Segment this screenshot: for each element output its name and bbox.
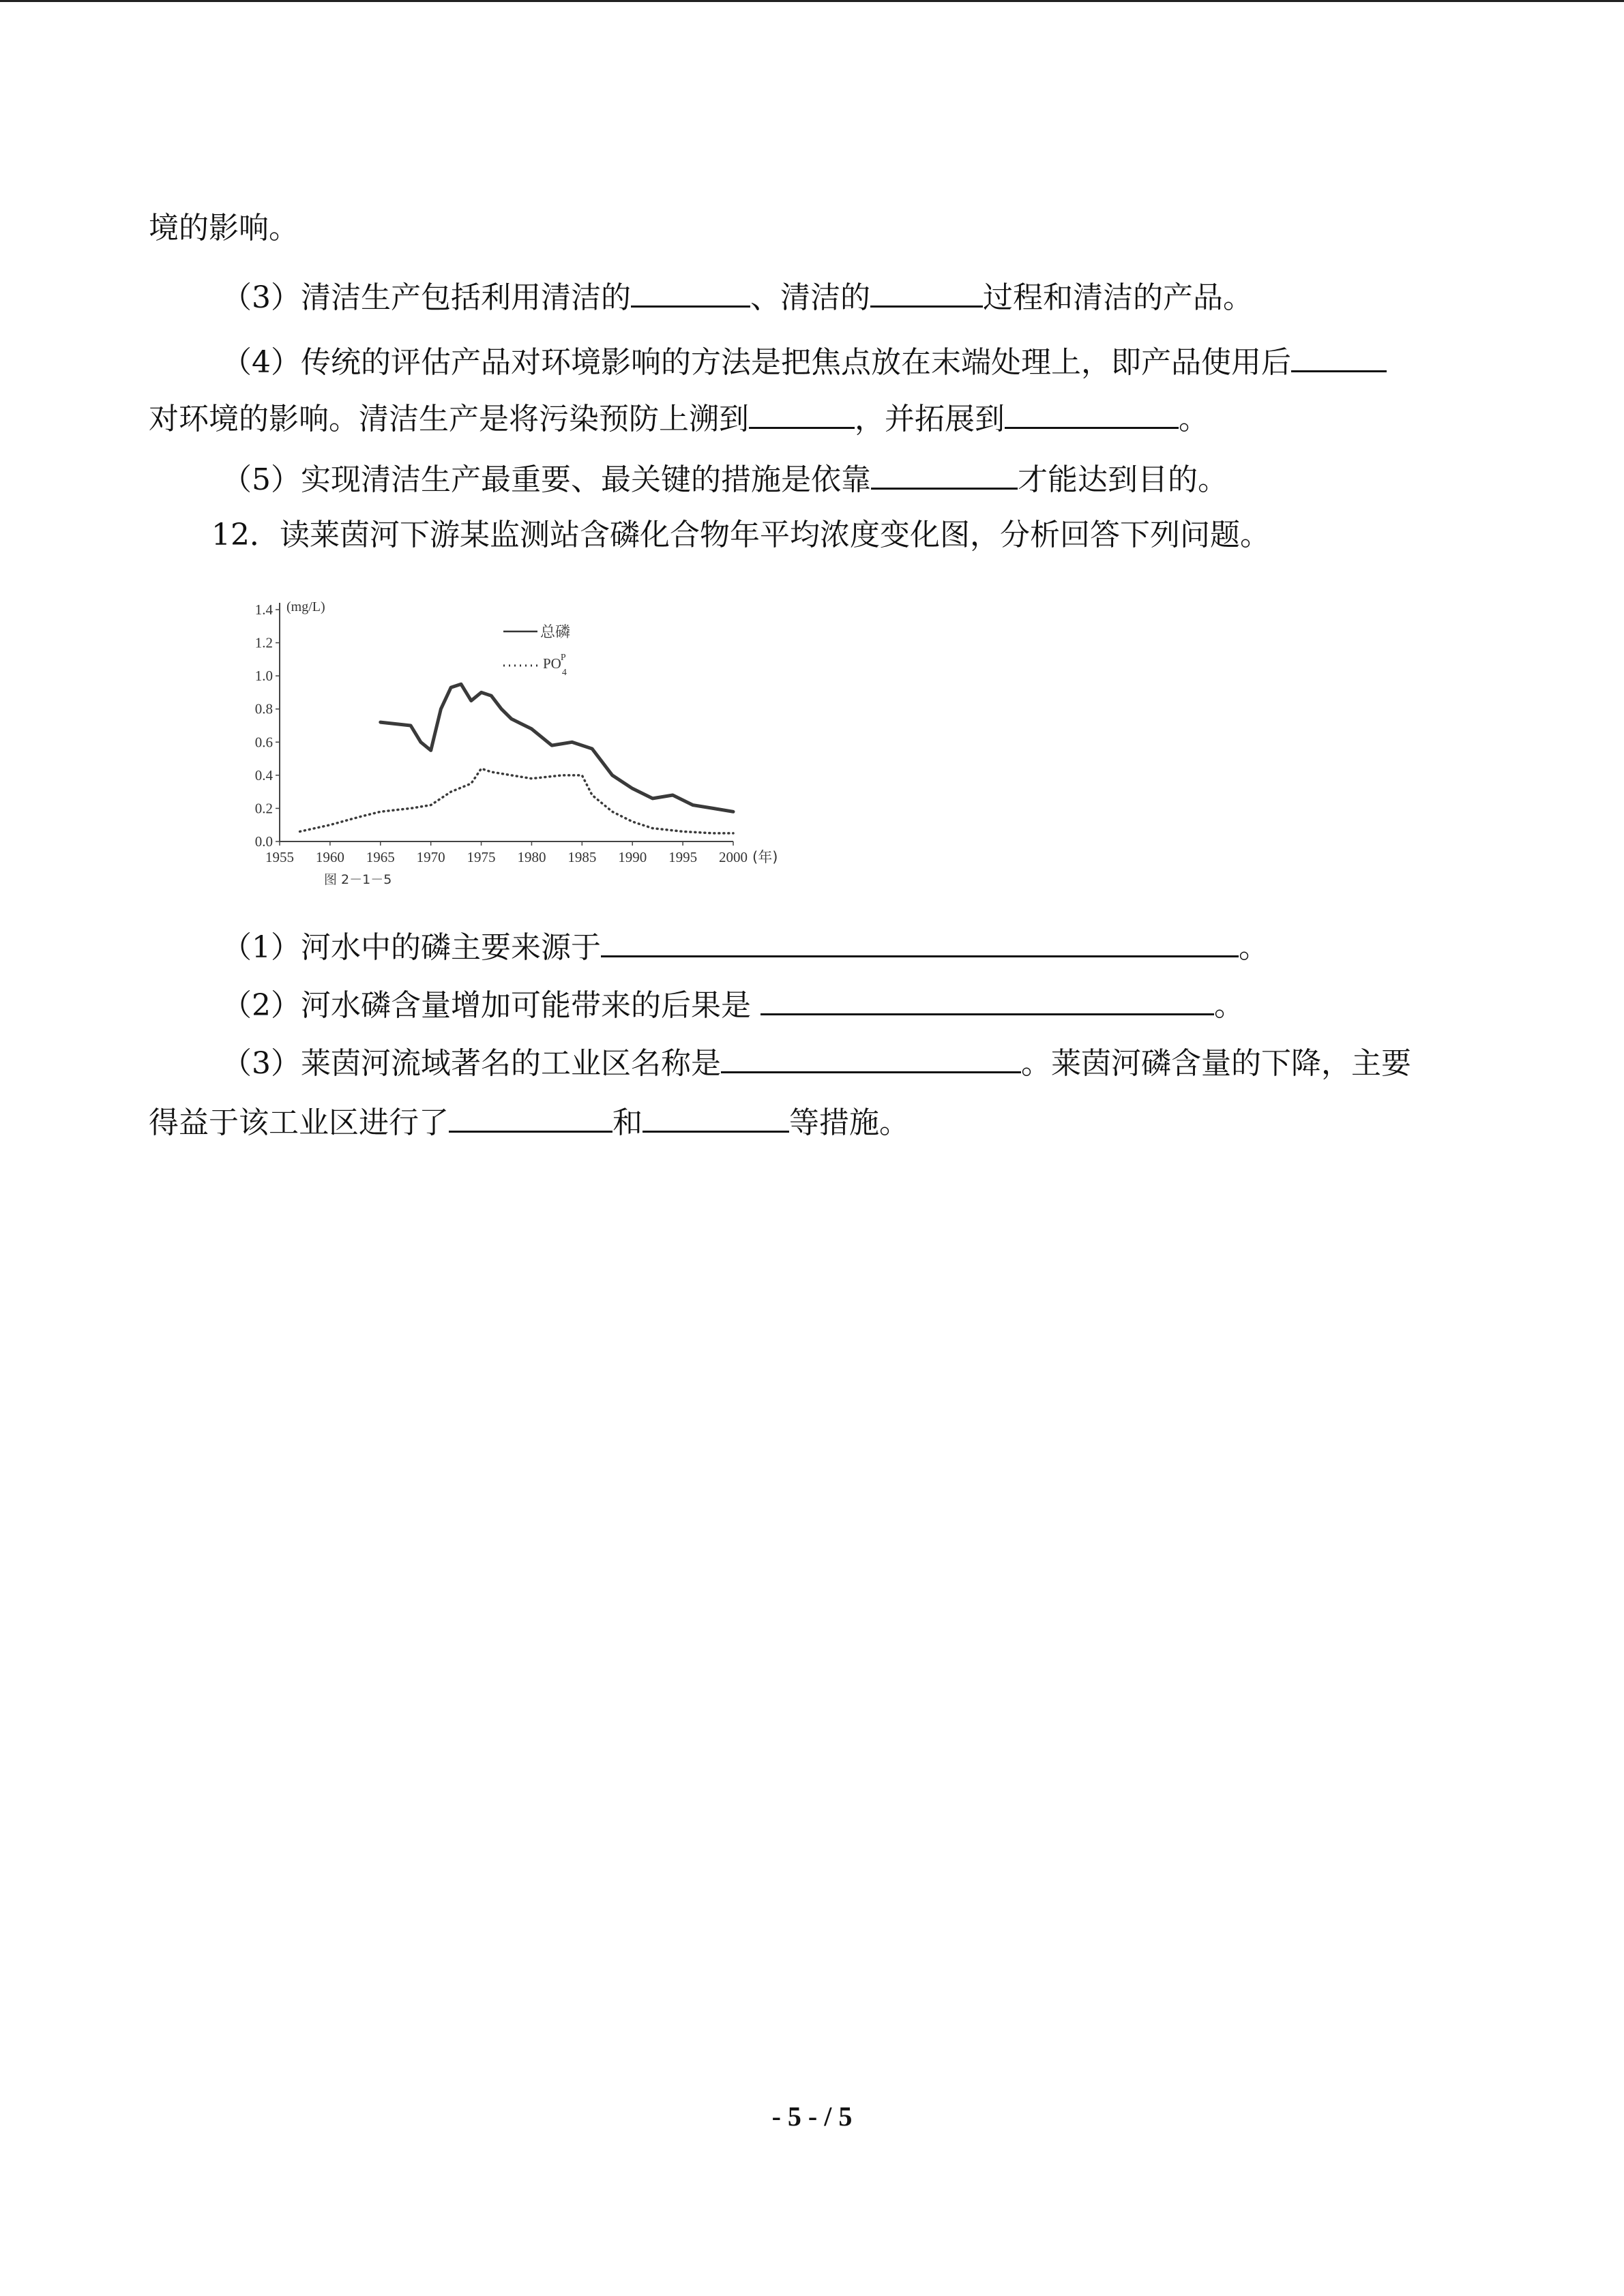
chart-x-label: (年) <box>752 849 778 865</box>
sub-question-2 <box>222 982 1244 1023</box>
answer-blank[interactable] <box>449 1099 612 1133</box>
answer-blank[interactable] <box>631 274 750 308</box>
series-line-po4-p <box>300 769 733 833</box>
q4-text-b: 对环境的影响。清洁生产是将污染预防上溯到 <box>149 402 749 436</box>
x-tick-label: 1985 <box>567 849 597 865</box>
sq2-text-b: 。 <box>1213 988 1244 1023</box>
sub-question-1 <box>222 924 1269 965</box>
q3-text-c: 过程和清洁的产品。 <box>983 280 1253 315</box>
x-tick-label: 1995 <box>668 849 698 865</box>
y-tick-label: 1.2 <box>254 634 273 651</box>
y-tick-label: 1.0 <box>254 668 273 685</box>
answer-blank[interactable] <box>1291 339 1387 372</box>
sq1-text-b: 。 <box>1239 930 1269 965</box>
y-tick-label: 0.6 <box>254 734 273 751</box>
series-line-total-phosphorus <box>381 684 733 811</box>
question-3-clean-production <box>222 274 1253 315</box>
x-tick-label: 1955 <box>265 849 294 865</box>
x-tick-label: 1965 <box>366 849 395 865</box>
answer-blank[interactable] <box>643 1099 789 1133</box>
question-5 <box>222 456 1228 497</box>
sq3-text-e: 等措施。 <box>789 1105 909 1140</box>
sq2-text-a: （2）河水磷含量增加可能带来的后果是 <box>222 988 761 1023</box>
text-line-1 <box>149 208 299 249</box>
line-text: 境的影响。 <box>149 211 299 245</box>
answer-blank[interactable] <box>1005 396 1179 429</box>
chart-svg <box>232 591 818 891</box>
answer-blank[interactable] <box>871 456 1018 490</box>
chart-series <box>300 684 733 833</box>
y-tick-label: 1.4 <box>254 601 273 618</box>
sq3-text-d: 和 <box>612 1105 643 1140</box>
legend-po4-sup: P <box>560 653 566 663</box>
chart-y-label: (mg/L) <box>286 599 325 614</box>
page-number: - 5 - / 5 <box>771 2101 853 2132</box>
legend-total-label: 总磷 <box>540 624 571 641</box>
question-4-line-2 <box>149 396 1209 436</box>
q5-text-a: （5）实现清洁生产最重要、最关键的措施是依靠 <box>222 462 871 497</box>
x-tick-label: 1980 <box>517 849 546 865</box>
q4-text-d: 。 <box>1179 402 1209 436</box>
answer-blank[interactable] <box>870 274 983 308</box>
q5-text-b: 才能达到目的。 <box>1018 462 1228 497</box>
answer-blank[interactable] <box>601 924 1239 957</box>
q4-text-a: （4）传统的评估产品对环境影响的方法是把焦点放在末端处理上，即产品使用后 <box>222 345 1291 380</box>
x-tick-label: 2000 <box>719 849 748 865</box>
x-tick-label: 1960 <box>315 849 344 865</box>
legend-po4-label <box>543 653 567 678</box>
answer-blank[interactable] <box>721 1040 1021 1073</box>
x-tick-label: 1970 <box>416 849 445 865</box>
sub-question-3-line-1 <box>222 1040 1411 1081</box>
answer-blank[interactable] <box>749 396 855 429</box>
sq3-text-a: （3）莱茵河流域著名的工业区名称是 <box>222 1046 721 1081</box>
q4-text-c: ，并拓展到 <box>855 402 1005 436</box>
x-tick-label: 1975 <box>467 849 496 865</box>
q3-text-b: 、清洁的 <box>750 280 870 315</box>
sq1-text-a: （1）河水中的磷主要来源于 <box>222 930 601 965</box>
q3-text-a: （3）清洁生产包括利用清洁的 <box>222 280 631 315</box>
sq3-text-c: 得益于该工业区进行了 <box>149 1105 449 1140</box>
chart-axes <box>255 601 778 865</box>
y-tick-label: 0.0 <box>254 833 273 850</box>
phosphorus-chart <box>232 591 818 891</box>
q12-text: 12．读莱茵河下游某监测站含磷化合物年平均浓度变化图，分析回答下列问题。 <box>211 518 1270 552</box>
y-tick-label: 0.4 <box>254 766 273 784</box>
question-4-line-1 <box>222 339 1387 380</box>
question-12-title <box>211 515 1270 556</box>
sq3-text-b: 。莱茵河磷含量的下降，主要 <box>1021 1046 1411 1081</box>
legend-po4-sub: 4 <box>561 668 567 678</box>
legend-po4-main: PO <box>543 655 561 672</box>
x-tick-label: 1990 <box>618 849 647 865</box>
y-tick-label: 0.2 <box>254 800 273 817</box>
sub-question-3-line-2 <box>149 1099 909 1140</box>
chart-legend <box>503 624 570 678</box>
answer-blank[interactable] <box>761 982 1214 1015</box>
chart-caption: 图 2－1－5 <box>324 872 392 887</box>
y-tick-label: 0.8 <box>254 700 273 717</box>
top-border <box>0 0 1624 2</box>
